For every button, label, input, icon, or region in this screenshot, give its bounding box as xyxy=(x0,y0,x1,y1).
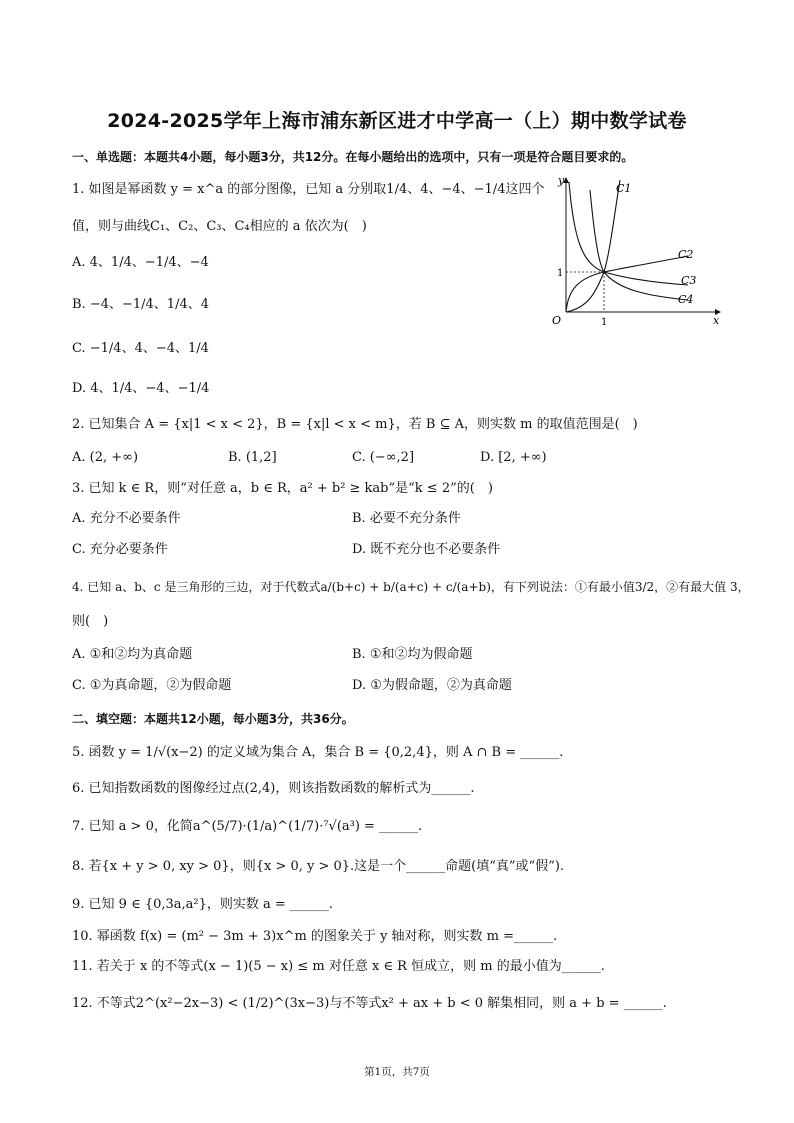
q3-option-a: A. 充分不必要条件 xyxy=(72,511,181,526)
x-axis-label: x xyxy=(713,314,720,327)
y-axis-label: y xyxy=(558,174,565,187)
q5-line: 5. 函数 y = 1/√(x−2) 的定义域为集合 A，集合 B = {0,2,4}，则 A ∩ B = ______. xyxy=(72,745,564,760)
curve-c3 xyxy=(569,182,688,285)
q2-option-a: A. (2, +∞) xyxy=(72,450,139,465)
q4-option-d: D. ①为假命题，②为真命题 xyxy=(352,678,512,693)
q12-line: 12. 不等式2^(x²−2x−3) < (1/2)^(3x−3)与不等式x² + ax + b < 0 解集相同，则 a + b = ______. xyxy=(72,996,667,1011)
label-c1: C1 xyxy=(616,182,632,195)
q2-option-c: C. (−∞,2] xyxy=(352,450,415,465)
page-footer: 第1页，共7页 xyxy=(364,1066,430,1078)
q3-stem: 3. 已知 k ∈ R，则“对任意 a，b ∈ R，a² + b² ≥ kab”是“k ≤ 2”的( ) xyxy=(72,481,493,496)
label-c2: C2 xyxy=(678,248,694,261)
q3-option-d: D. 既不充分也不必要条件 xyxy=(352,542,501,557)
power-function-graph xyxy=(538,172,728,334)
q2-stem: 2. 已知集合 A = {x|1 < x < 2}，B = {x|l < x < m}，若 B ⊆ A，则实数 m 的取值范围是( ) xyxy=(72,417,638,432)
q11-line: 11. 若关于 x 的不等式(x − 1)(5 − x) ≤ m 对任意 x ∈ R 恒成立，则 m 的最小值为______. xyxy=(72,959,605,974)
q1-option-d: D. 4、1/4、−4、−1/4 xyxy=(72,381,210,396)
q1-stem-line1: 1. 如图是幂函数 y = x^a 的部分图像，已知 a 分别取1/4、4、−4、−1/4这四个 xyxy=(72,182,545,197)
q4-option-c: C. ①为真命题，②为假命题 xyxy=(72,678,232,693)
label-c4: C4 xyxy=(678,293,694,306)
q3-option-b: B. 必要不充分条件 xyxy=(352,511,461,526)
label-c3: C3 xyxy=(681,274,697,287)
q8-line: 8. 若{x + y > 0, xy > 0}，则{x > 0, y > 0}.这是一个______命题(填“真”或“假”). xyxy=(72,859,565,874)
q4-option-a: A. ①和②均为真命题 xyxy=(72,647,193,662)
origin-label: O xyxy=(552,314,562,327)
q2-option-b: B. (1,2] xyxy=(228,450,277,465)
q1-stem-line2: 值，则与曲线C₁、C₂、C₃、C₄相应的 a 依次为( ) xyxy=(72,219,367,234)
y-tick-one: 1 xyxy=(557,268,564,279)
curve-c1 xyxy=(566,180,620,312)
x-tick-one: 1 xyxy=(601,317,608,328)
page-title: 2024-2025学年上海市浦东新区进才中学高一（上）期中数学试卷 xyxy=(107,110,687,132)
q1-option-b: B. −4、−1/4、1/4、4 xyxy=(72,297,209,312)
q3-option-c: C. 充分必要条件 xyxy=(72,542,168,557)
q4-stem-end: 则( ) xyxy=(72,614,109,629)
section-heading-fill-in: 二、填空题：本题共12小题，每小题3分，共36分。 xyxy=(72,712,354,726)
q1-option-a: A. 4、1/4、−1/4、−4 xyxy=(72,255,209,270)
q7-line: 7. 已知 a > 0，化简a^(5/7)·(1/a)^(1/7)·⁷√(a³) = ______. xyxy=(72,819,423,834)
q6-line: 6. 已知指数函数的图像经过点(2,4)，则该指数函数的解析式为______. xyxy=(72,781,475,796)
q2-option-d: D. [2, +∞) xyxy=(480,450,547,465)
q9-line: 9. 已知 9 ∈ {0,3a,a²}，则实数 a = ______. xyxy=(72,897,334,912)
q10-line: 10. 幂函数 f(x) = (m² − 3m + 3)x^m 的图象关于 y 轴对称，则实数 m =______. xyxy=(72,929,558,944)
q1-option-c: C. −1/4、4、−4、1/4 xyxy=(72,341,209,356)
q4-option-b: B. ①和②均为假命题 xyxy=(352,647,473,662)
q4-stem: 4. 已知 a、b、c 是三角形的三边，对于代数式a/(b+c) + b/(a+c) + c/(a+b)，有下列说法：①有最小值3/2，②有最大值 3， xyxy=(72,580,750,594)
section-heading-single-choice: 一、单选题：本题共4小题，每小题3分，共12分。在每小题给出的选项中，只有一项是符合题目要求的。 xyxy=(72,150,634,164)
